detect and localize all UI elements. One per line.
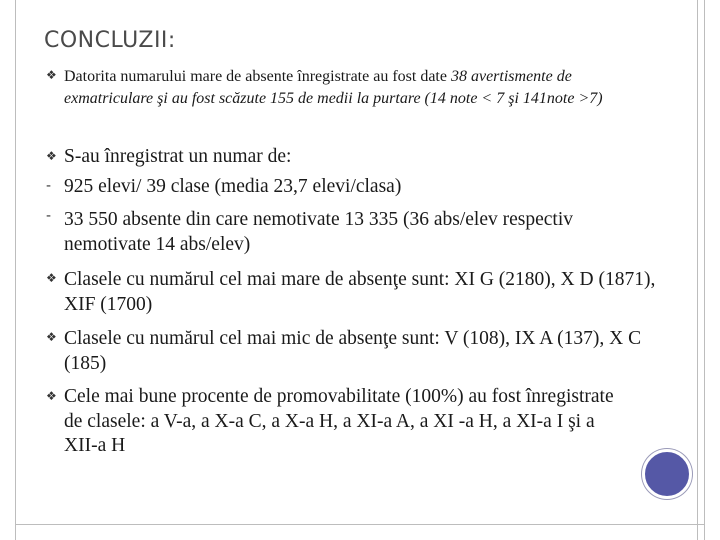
dash-bullet: - (46, 178, 52, 194)
paragraph-absences-warnings (64, 66, 664, 110)
list-item-promotion-rate: Cele mai bune procente de promovabilitate (100%) au fost înregistrate de clasele: a V-a, a X-a C, a X-a H, a XI-a A, a XI -a H, a XI-a I şi a XII-a H (64, 386, 614, 456)
diamond-bullet-icon: ❖ (46, 330, 57, 344)
slide-title: CONCLUZII: (44, 28, 176, 53)
decorative-circle (642, 449, 692, 499)
diamond-bullet-icon: ❖ (46, 389, 57, 403)
list-item-absences: 33 550 absente din care nemotivate 13 335 (36 abs/elev respectiv nemotivate 14 abs/elev) (64, 209, 573, 255)
list-item-registered: S-au înregistrat un numar de: (64, 146, 292, 167)
list-item-students: 925 elevi/ 39 clase (media 23,7 elevi/clasa) (64, 176, 402, 197)
frame-left-line (15, 0, 16, 540)
frame-bottom-line (15, 524, 705, 525)
diamond-bullet-icon: ❖ (46, 271, 57, 285)
list-item-fewest-absences: Clasele cu numărul cel mai mic de absenţe sunt: V (108), IX A (137), X C (185) (64, 328, 642, 374)
dash-bullet: - (46, 208, 52, 224)
frame-right-outer-line (704, 0, 705, 540)
frame-right-inner-line (697, 0, 698, 540)
paragraph-normal-text: Datorita numarului mare de absente înregistrate au fost date (64, 68, 451, 85)
diamond-bullet-icon: ❖ (46, 149, 57, 163)
list-item-most-absences: Clasele cu numărul cel mai mare de absenţe sunt: XI G (2180), X D (1871), XIF (1700) (64, 269, 656, 315)
diamond-bullet-icon: ❖ (46, 68, 57, 82)
paragraph-italic-text: 38 avertismente de exmatriculare şi au fost scăzute 155 de medii la purtare (14 note < 7 şi 141note >7) (64, 68, 603, 107)
